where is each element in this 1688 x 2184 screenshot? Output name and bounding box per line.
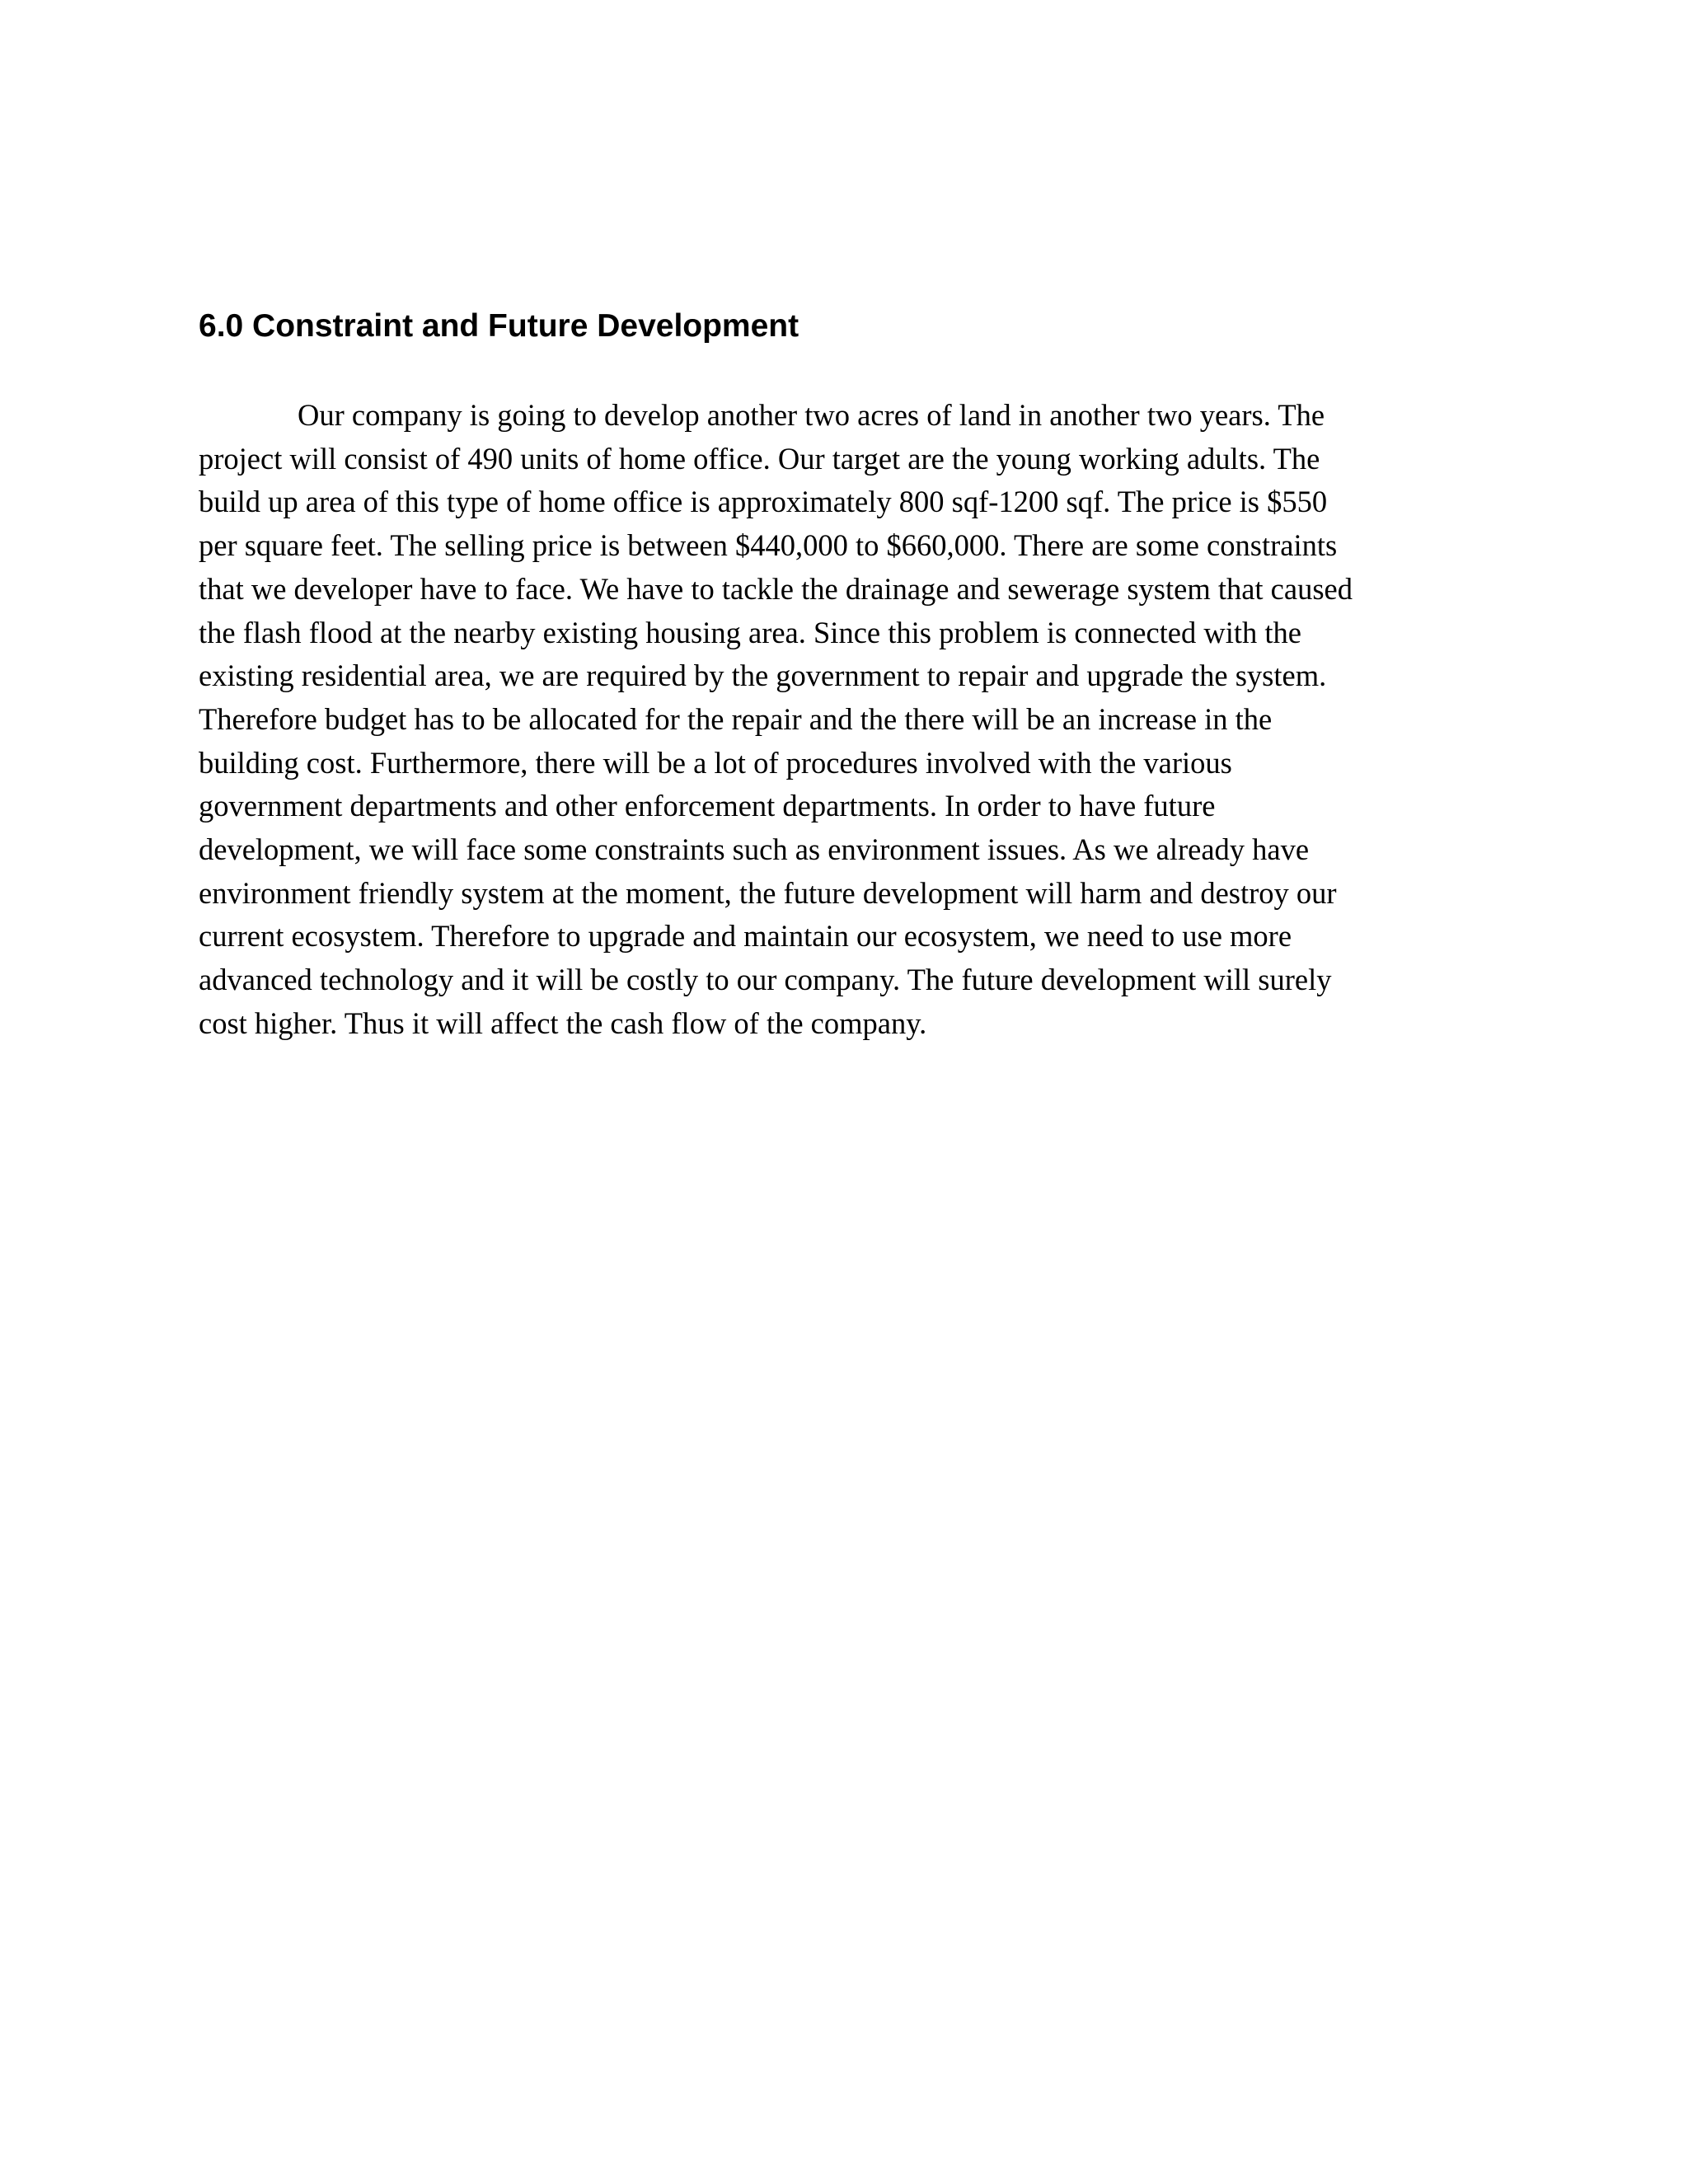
paragraph-line: government departments and other enforcement departments. In order to have future [199, 789, 1216, 823]
paragraph-line: current ecosystem. Therefore to upgrade and maintain our ecosystem, we need to use more [199, 919, 1292, 954]
paragraph-line: Therefore budget has to be allocated for the repair and the there will be an increase in the [199, 701, 1273, 736]
paragraph-line: project will consist of 490 units of home office. Our target are the young working adults. The [199, 441, 1320, 476]
paragraph-line: Our company is going to develop another two acres of land in another two years. The [298, 398, 1325, 432]
body-paragraph [199, 394, 1484, 1046]
paragraph-line: advanced technology and it will be costly to our company. The future development will surely [199, 963, 1332, 997]
paragraph-line: that we developer have to face. We have to tackle the drainage and sewerage system that caused [199, 571, 1353, 606]
paragraph-line: build up area of this type of home office is approximately 800 sqf-1200 sqf. The price is $550 [199, 485, 1328, 519]
paragraph-line: cost higher. Thus it will affect the cash flow of the company. [199, 1005, 927, 1040]
paragraph-line: existing residential area, we are required by the government to repair and upgrade the system. [199, 658, 1327, 693]
paragraph-line: development, we will face some constraints such as environment issues. As we already have [199, 832, 1310, 867]
paragraph-line: environment friendly system at the moment, the future development will harm and destroy our [199, 875, 1337, 910]
paragraph-line: per square feet. The selling price is between $440,000 to $660,000. There are some constraints [199, 528, 1338, 563]
paragraph-line: building cost. Furthermore, there will be a lot of procedures involved with the various [199, 745, 1232, 780]
section-heading: 6.0 Constraint and Future Development [199, 308, 799, 344]
paragraph-line: the flash flood at the nearby existing housing area. Since this problem is connected with the [199, 615, 1301, 649]
